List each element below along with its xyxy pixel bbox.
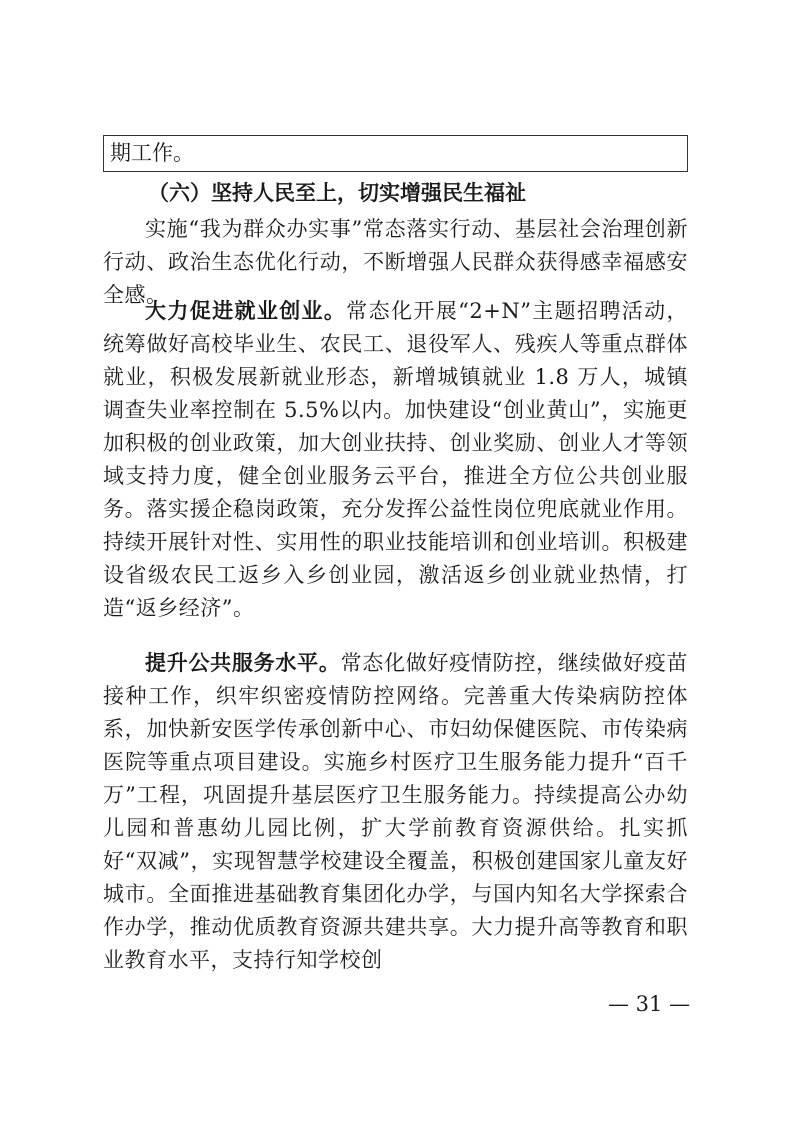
paragraph-public-services bbox=[103, 646, 688, 977]
paragraph-body: 实施“我为群众办实事”常态落实行动、基层社会治理创新行动、政治生态优化行动，不断增强人民群众获得感幸福感安全感。 bbox=[103, 217, 688, 307]
paragraph-lead: 提升公共服务水平。 bbox=[145, 650, 341, 675]
paragraph-body: 常态化做好疫情防控，继续做好疫苗接种工作，织牢织密疫情防控网络。完善重大传染病防控体系，加快新安医学传承创新中心、市妇幼保健医院、市传染病医院等重点项目建设。实施乡村医疗卫生服务能力提升“百千万”工程，巩固提升基层医疗卫生服务能力。持续提高公办幼儿园和普惠幼儿园比例，扩大学前教育资源供给。扎实抓好“双减”，实现智慧学校建设全覆盖，积极创建国家儿童友好城市。全面推进基础教育集团化办学，与国内知名大学探索合作办学，推动优质教育资源共建共享。大力提升高等教育和职业教育水平，支持行知学校创 bbox=[103, 651, 688, 972]
paragraph-employment bbox=[103, 294, 688, 625]
section-heading: （六）坚持人民至上，切实增强民生福祉 bbox=[148, 180, 526, 205]
paragraph-lead: 大力促进就业创业。 bbox=[145, 298, 347, 323]
page-number: — 31 — bbox=[608, 992, 691, 1016]
boxed-continuation-text bbox=[103, 135, 688, 172]
paragraph-body: 常态化开展“2+N”主题招聘活动，统筹做好高校毕业生、农民工、退役军人、残疾人等重点群体就业，积极发展新就业形态，新增城镇就业 1.8 万人，城镇调查失业率控制在 5.5%以内。加快建设“创业黄山”，实施更加积极的创业政策，加大创业扶持、创业奖励、创业人才等领域支持力度，健全创业服务云平台，推进全方位公共创业服务。落实援企稳岗政策，充分发挥公益性岗位兜底就业作用。持续开展针对性、实用性的职业技能培训和创业培训。积极建设省级农民工返乡入乡创业园，激活返乡创业就业热情，打造“返乡经济”。 bbox=[103, 299, 688, 620]
continuation-text: 期工作。 bbox=[110, 141, 194, 165]
